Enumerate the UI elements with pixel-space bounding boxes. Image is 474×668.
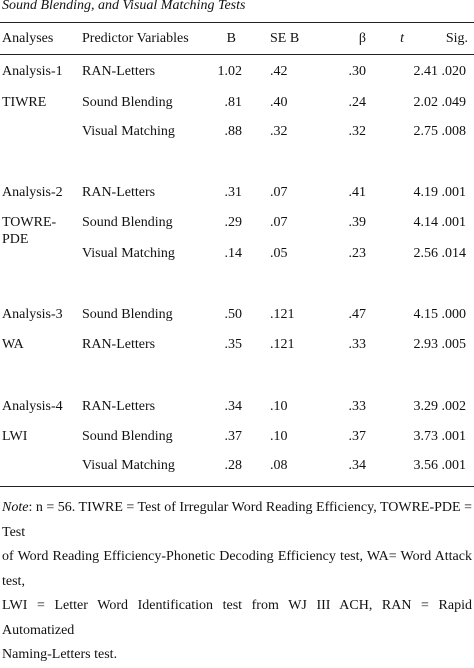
row-sig: .001 (441, 458, 466, 473)
note-line: of Word Reading Efficiency-Phonetic Decoding Efficiency test, WA= Word Attack test, (2, 549, 472, 589)
row-b: .81 (224, 95, 242, 110)
row-se-b: .08 (270, 458, 288, 473)
row-t: 2.75 (413, 124, 438, 139)
row-b: .29 (224, 215, 242, 230)
header-sig: Sig. (445, 31, 468, 46)
row-se-b: .10 (270, 399, 288, 414)
row-predictor: RAN-Letters (82, 64, 156, 79)
row-analysis: PDE (2, 232, 29, 247)
row-b: .35 (224, 337, 242, 352)
row-predictor: RAN-Letters (82, 337, 156, 352)
note-line: Naming-Letters test. (2, 647, 118, 662)
row-analysis: WA (2, 337, 24, 352)
row-analysis: TIWRE (2, 95, 47, 110)
row-b: 1.02 (217, 64, 242, 79)
row-beta: .24 (348, 95, 366, 110)
row-b: .50 (224, 307, 242, 322)
row-se-b: .121 (270, 307, 295, 322)
row-analysis: Analysis-1 (2, 64, 63, 79)
row-analysis: TOWRE- (2, 215, 57, 230)
row-se-b: .07 (270, 185, 288, 200)
row-beta: .41 (348, 185, 366, 200)
row-predictor: RAN-Letters (82, 185, 156, 200)
header-b: B (226, 31, 236, 46)
row-predictor: Sound Blending (82, 95, 173, 110)
row-b: .28 (224, 458, 242, 473)
row-se-b: .10 (270, 429, 288, 444)
row-beta: .39 (348, 215, 366, 230)
row-predictor: Visual Matching (82, 246, 175, 261)
note-line (2, 496, 472, 545)
row-sig: .001 (441, 185, 466, 200)
row-beta: .30 (348, 64, 366, 79)
row-analysis: Analysis-2 (2, 185, 63, 200)
row-analysis: Analysis-4 (2, 399, 63, 414)
row-t: 4.15 (413, 307, 438, 322)
row-t: 2.41 (413, 64, 438, 79)
row-b: .31 (224, 185, 242, 200)
row-sig: .014 (441, 246, 466, 261)
row-beta: .32 (348, 124, 366, 139)
row-sig: .049 (441, 95, 466, 110)
row-t: 2.02 (413, 95, 438, 110)
table-header-rule (0, 54, 474, 55)
row-beta: .33 (348, 399, 366, 414)
row-t: 3.29 (413, 399, 438, 414)
row-predictor: RAN-Letters (82, 399, 156, 414)
row-t: 4.19 (413, 185, 438, 200)
row-sig: .020 (441, 64, 466, 79)
row-se-b: .40 (270, 95, 288, 110)
row-beta: .37 (348, 429, 366, 444)
row-b: .14 (224, 246, 242, 261)
header-se-b: SE B (270, 31, 300, 46)
row-t: 3.73 (413, 429, 438, 444)
row-sig: .002 (441, 399, 466, 414)
row-beta: .47 (348, 307, 366, 322)
row-b: .88 (224, 124, 242, 139)
row-beta: .34 (348, 458, 366, 473)
header-beta: β (358, 31, 366, 46)
row-analysis: Analysis-3 (2, 307, 63, 322)
row-t: 2.93 (413, 337, 438, 352)
table-top-rule (0, 22, 474, 23)
row-sig: .001 (441, 429, 466, 444)
row-predictor: Sound Blending (82, 429, 173, 444)
row-predictor: Visual Matching (82, 124, 175, 139)
note-label: Note (2, 500, 29, 515)
row-analysis: LWI (2, 429, 28, 444)
header-analyses: Analyses (2, 31, 54, 46)
table-bottom-rule (0, 486, 474, 487)
row-se-b: .05 (270, 246, 288, 261)
row-sig: .000 (441, 307, 466, 322)
row-se-b: .32 (270, 124, 288, 139)
row-sig: .001 (441, 215, 466, 230)
note-line: LWI = Letter Word Identification test from WJ III ACH, RAN = Rapid Automatized (2, 598, 472, 638)
row-beta: .33 (348, 337, 366, 352)
header-predictor-variables: Predictor Variables (82, 31, 189, 46)
row-beta: .23 (348, 246, 366, 261)
note-text: : n = 56. TIWRE = Test of Irregular Word Reading Efficiency, TOWRE-PDE = Test (2, 500, 472, 540)
row-se-b: .121 (270, 337, 295, 352)
row-t: 4.14 (413, 215, 438, 230)
row-predictor: Sound Blending (82, 307, 173, 322)
row-b: .34 (224, 399, 242, 414)
row-t: 2.56 (413, 246, 438, 261)
row-se-b: .07 (270, 215, 288, 230)
row-t: 3.56 (413, 458, 438, 473)
row-b: .37 (224, 429, 242, 444)
row-sig: .005 (441, 337, 466, 352)
row-se-b: .42 (270, 64, 288, 79)
row-predictor: Sound Blending (82, 215, 173, 230)
row-sig: .008 (441, 124, 466, 139)
table-note (2, 496, 472, 668)
table-caption: Sound Blending, and Visual Matching Tests (2, 0, 246, 13)
header-t: t (400, 31, 404, 46)
row-predictor: Visual Matching (82, 458, 175, 473)
